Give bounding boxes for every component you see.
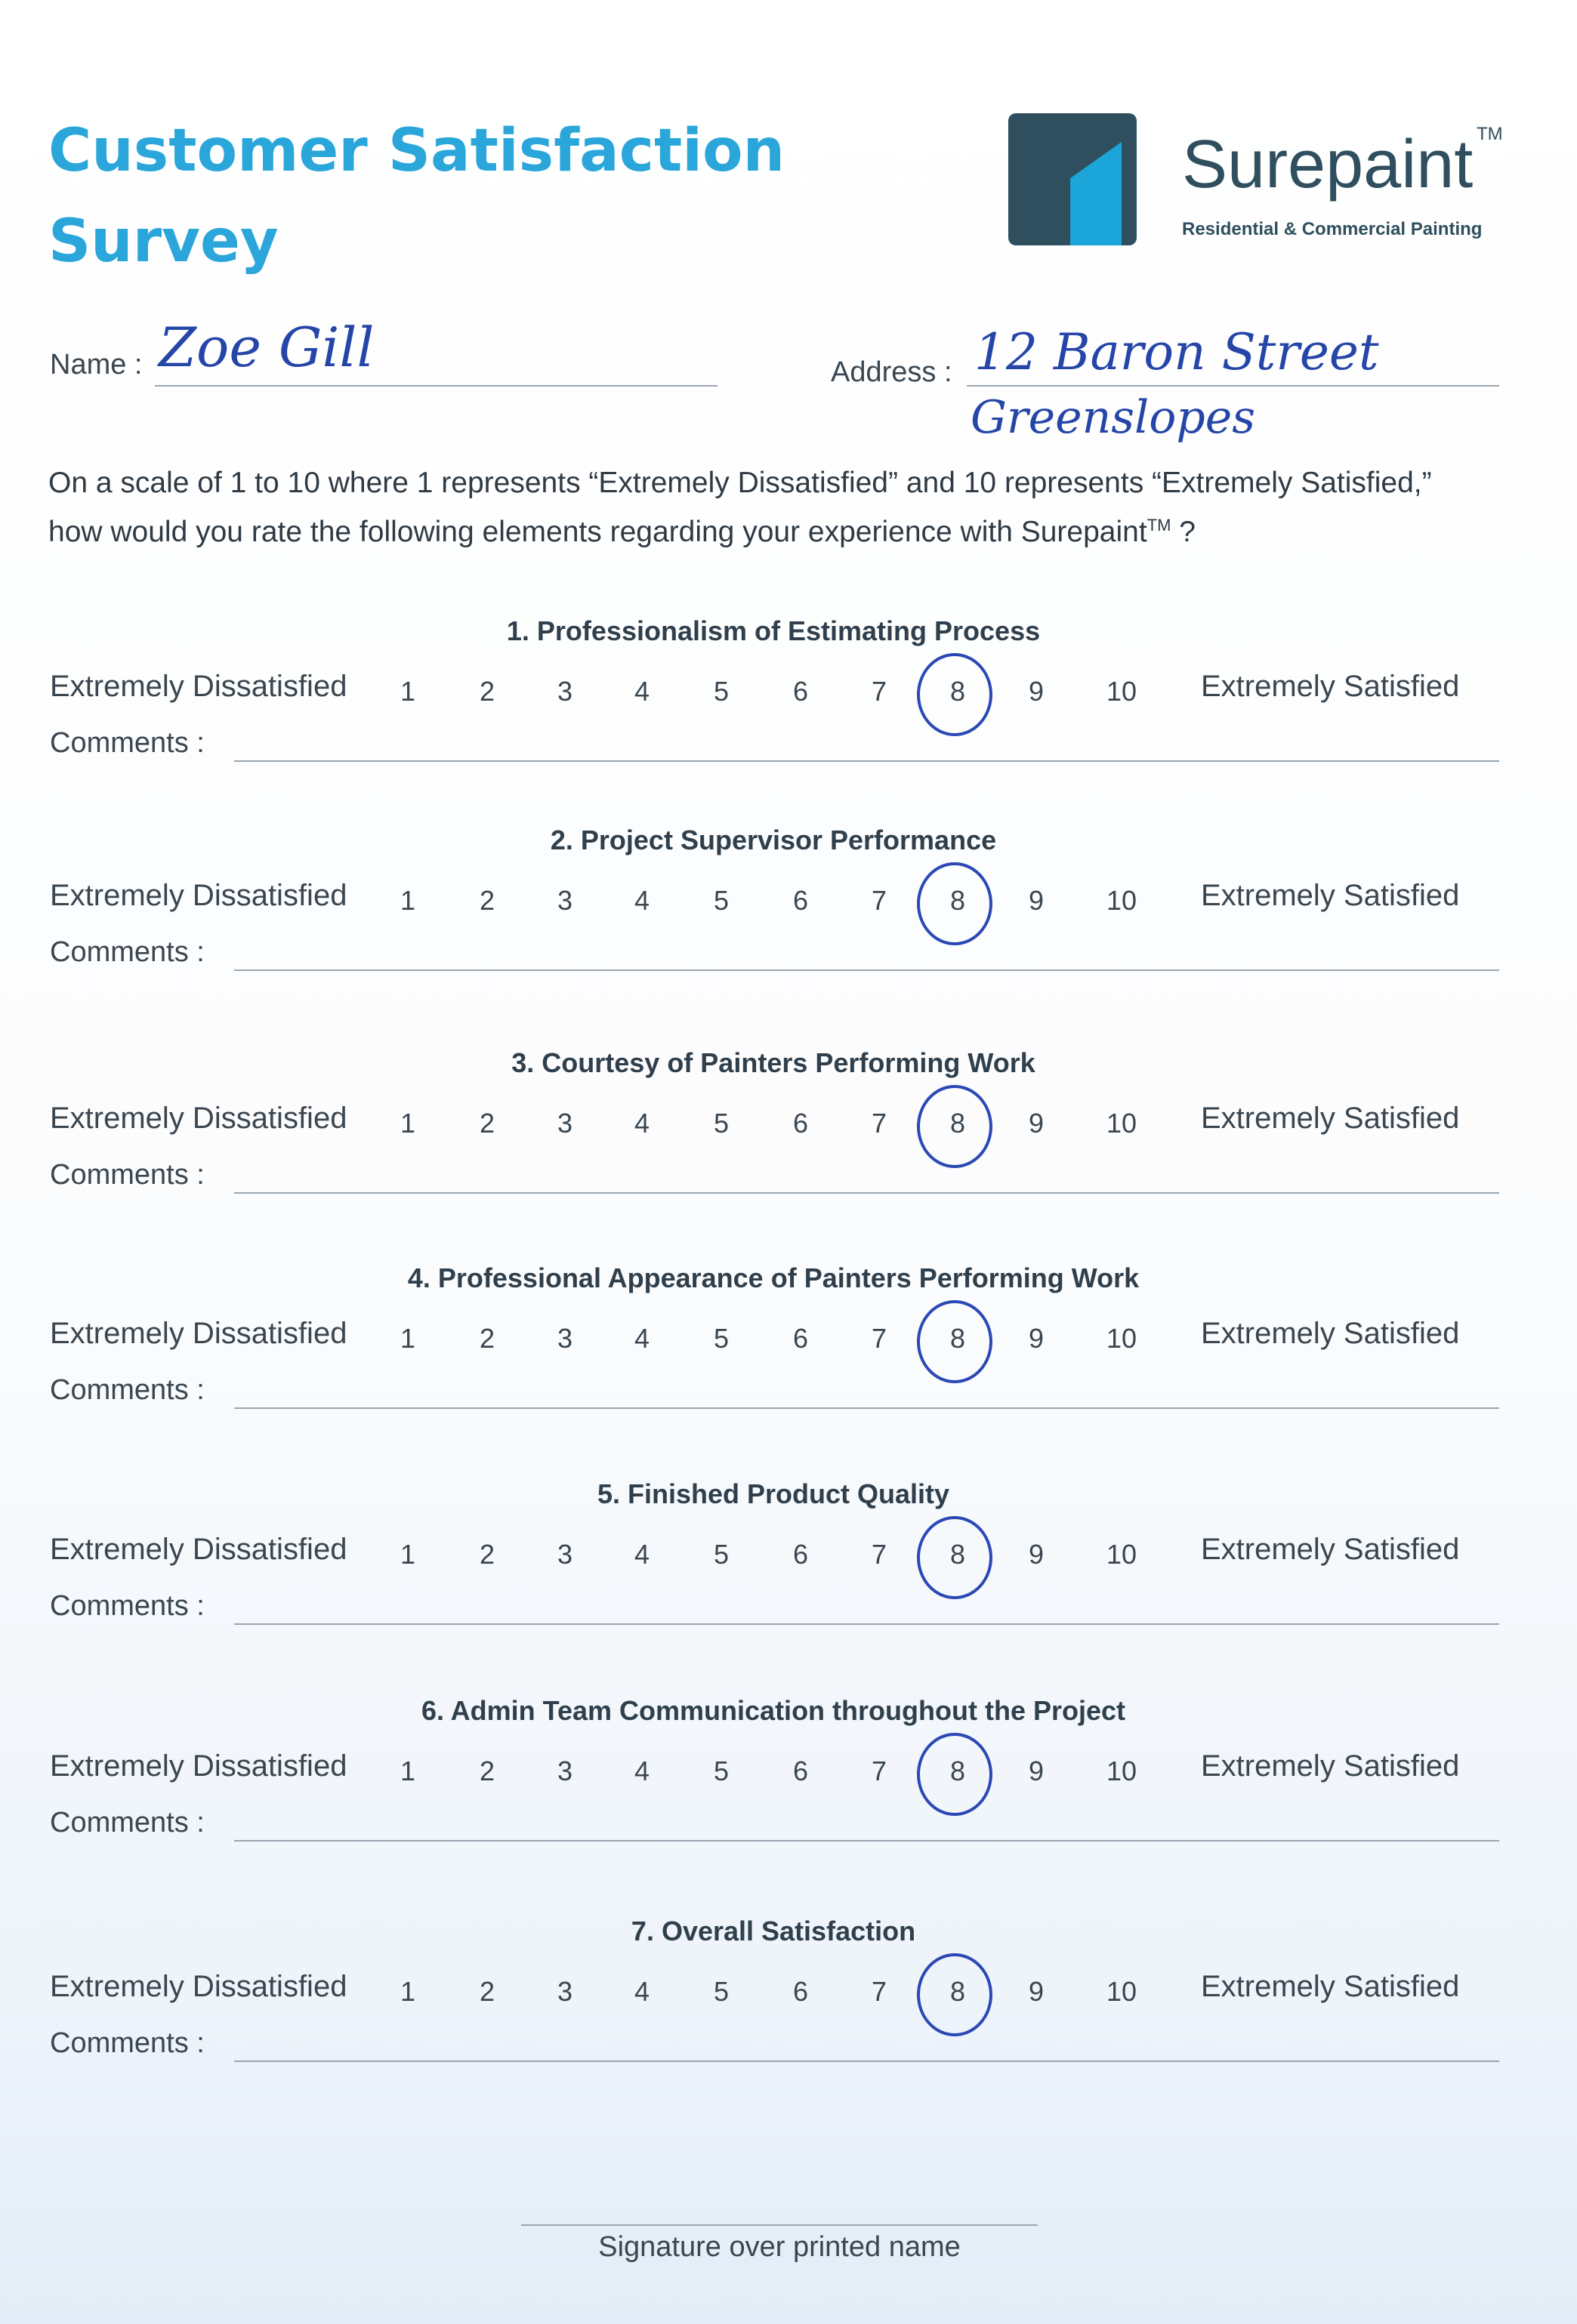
question-1 xyxy=(0,615,1577,797)
question-5 xyxy=(0,1478,1577,1660)
scale-low-label: Extremely Dissatisfied xyxy=(50,1317,347,1350)
rating-option-8[interactable] xyxy=(935,1976,980,2008)
comments-line[interactable] xyxy=(234,760,1499,762)
selected-circle-mark xyxy=(917,1733,992,1816)
rating-scale xyxy=(0,885,1577,930)
rating-option-5[interactable]: 5 xyxy=(713,1976,730,2007)
rating-option-9[interactable]: 9 xyxy=(1028,1755,1045,1786)
question-2 xyxy=(0,824,1577,1006)
comments-label: Comments : xyxy=(50,936,205,968)
comments-line[interactable] xyxy=(234,2060,1499,2062)
selected-circle-mark xyxy=(917,1085,992,1168)
title-line-2: Survey xyxy=(48,208,279,276)
rating-option-8[interactable] xyxy=(935,1539,980,1570)
scale-low-label: Extremely Dissatisfied xyxy=(50,879,347,912)
selected-circle-mark xyxy=(917,1953,992,2036)
rating-number: 8 xyxy=(949,1108,966,1139)
scale-high-label: Extremely Satisfied xyxy=(1201,1970,1460,2003)
rating-option-8[interactable] xyxy=(935,1108,980,1139)
rating-option-3[interactable]: 3 xyxy=(557,1108,573,1139)
scale-high-label: Extremely Satisfied xyxy=(1201,1317,1460,1350)
scale-high-label: Extremely Satisfied xyxy=(1201,879,1460,912)
rating-option-4[interactable]: 4 xyxy=(634,1108,650,1139)
instructions xyxy=(48,462,1521,553)
rating-option-6[interactable]: 6 xyxy=(792,1323,809,1354)
rating-scale xyxy=(0,1323,1577,1368)
question-title: 1. Professionalism of Estimating Process xyxy=(506,615,1041,646)
rating-option-8[interactable] xyxy=(935,1323,980,1355)
comments-label: Comments : xyxy=(50,1807,205,1839)
rating-option-10[interactable]: 10 xyxy=(1106,1976,1137,2007)
rating-option-10[interactable]: 10 xyxy=(1106,1755,1137,1786)
rating-option-6[interactable]: 6 xyxy=(792,885,809,916)
question-6 xyxy=(0,1695,1577,1876)
rating-option-1[interactable]: 1 xyxy=(400,1539,416,1570)
rating-option-2[interactable]: 2 xyxy=(479,1539,495,1570)
rating-option-2[interactable]: 2 xyxy=(479,1108,495,1139)
rating-option-9[interactable]: 9 xyxy=(1028,676,1045,707)
comments-line[interactable] xyxy=(234,969,1499,971)
title-line-1: Customer Satisfaction xyxy=(48,117,785,185)
rating-option-3[interactable]: 3 xyxy=(557,1755,573,1786)
rating-option-6[interactable]: 6 xyxy=(792,1755,809,1786)
rating-scale xyxy=(0,1976,1577,2021)
question-7 xyxy=(0,1916,1577,2097)
rating-option-4[interactable]: 4 xyxy=(634,1539,650,1570)
rating-option-5[interactable]: 5 xyxy=(713,1755,730,1786)
rating-number: 8 xyxy=(949,1976,966,2007)
address-underline xyxy=(967,385,1499,387)
rating-option-1[interactable]: 1 xyxy=(400,1108,416,1139)
rating-option-3[interactable]: 3 xyxy=(557,1539,573,1570)
rating-scale xyxy=(0,1755,1577,1801)
question-title: 6. Admin Team Communication throughout the Project xyxy=(421,1695,1126,1726)
rating-option-2[interactable]: 2 xyxy=(479,1323,495,1354)
scale-high-label: Extremely Satisfied xyxy=(1201,1749,1460,1783)
rating-option-5[interactable]: 5 xyxy=(713,1539,730,1570)
scale-high-label: Extremely Satisfied xyxy=(1201,1533,1460,1566)
rating-option-10[interactable]: 10 xyxy=(1106,1108,1137,1139)
rating-option-1[interactable]: 1 xyxy=(400,1323,416,1354)
rating-option-4[interactable]: 4 xyxy=(634,676,650,707)
rating-option-8[interactable] xyxy=(935,676,980,707)
rating-option-1[interactable]: 1 xyxy=(400,885,416,916)
comments-line[interactable] xyxy=(234,1623,1499,1625)
rating-option-4[interactable]: 4 xyxy=(634,885,650,916)
scale-low-label: Extremely Dissatisfied xyxy=(50,1102,347,1135)
rating-option-2[interactable]: 2 xyxy=(479,1755,495,1786)
rating-option-3[interactable]: 3 xyxy=(557,1976,573,2007)
question-title: 5. Finished Product Quality xyxy=(597,1478,950,1509)
rating-option-9[interactable]: 9 xyxy=(1028,1108,1045,1139)
rating-option-9[interactable]: 9 xyxy=(1028,1323,1045,1354)
rating-option-10[interactable]: 10 xyxy=(1106,676,1137,707)
scale-high-label: Extremely Satisfied xyxy=(1201,1102,1460,1135)
rating-option-3[interactable]: 3 xyxy=(557,1323,573,1354)
selected-circle-mark xyxy=(917,653,992,736)
selected-circle-mark xyxy=(917,1516,992,1599)
surepaint-logo-icon xyxy=(1008,113,1137,245)
address-line-2[interactable]: Greenslopes xyxy=(971,391,1256,444)
rating-option-7[interactable]: 7 xyxy=(871,1539,887,1570)
comments-label: Comments : xyxy=(50,1590,205,1622)
rating-option-4[interactable]: 4 xyxy=(634,1755,650,1786)
rating-option-6[interactable]: 6 xyxy=(792,1108,809,1139)
instructions-end: ? xyxy=(1171,516,1196,548)
comments-label: Comments : xyxy=(50,2027,205,2059)
rating-option-9[interactable]: 9 xyxy=(1028,885,1045,916)
rating-option-1[interactable]: 1 xyxy=(400,676,416,707)
rating-option-5[interactable]: 5 xyxy=(713,676,730,707)
rating-option-7[interactable]: 7 xyxy=(871,1323,887,1354)
signature-label: Signature over printed name xyxy=(598,2231,961,2263)
question-title: 2. Project Supervisor Performance xyxy=(550,824,997,855)
rating-number: 8 xyxy=(949,676,966,707)
rating-number: 8 xyxy=(949,885,966,916)
comments-line[interactable] xyxy=(234,1192,1499,1194)
rating-option-5[interactable]: 5 xyxy=(713,1323,730,1354)
rating-scale xyxy=(0,1539,1577,1584)
rating-option-7[interactable]: 7 xyxy=(871,1755,887,1786)
rating-scale xyxy=(0,1108,1577,1153)
rating-option-1[interactable]: 1 xyxy=(400,1755,416,1786)
comments-label: Comments : xyxy=(50,1374,205,1406)
question-title: 7. Overall Satisfaction xyxy=(631,1916,916,1946)
address-label: Address : xyxy=(831,356,952,388)
comments-label: Comments : xyxy=(50,1159,205,1191)
question-title: 4. Professional Appearance of Painters Performing Work xyxy=(407,1262,1140,1293)
scale-low-label: Extremely Dissatisfied xyxy=(50,1970,347,2003)
rating-option-2[interactable]: 2 xyxy=(479,676,495,707)
rating-option-3[interactable]: 3 xyxy=(557,676,573,707)
rating-number: 8 xyxy=(949,1755,966,1786)
rating-option-10[interactable]: 10 xyxy=(1106,1323,1137,1354)
instructions-line-1: On a scale of 1 to 10 where 1 represents “Extremely Dissatisfied” and 10 represents “Extremely Satisfied,” xyxy=(48,467,1432,499)
instructions-tm: TM xyxy=(1146,516,1171,535)
rating-option-4[interactable]: 4 xyxy=(634,1323,650,1354)
rating-option-9[interactable]: 9 xyxy=(1028,1539,1045,1570)
rating-option-8[interactable] xyxy=(935,885,980,917)
rating-option-5[interactable]: 5 xyxy=(713,1108,730,1139)
rating-number: 8 xyxy=(949,1539,966,1570)
name-label: Name : xyxy=(50,349,143,381)
rating-option-7[interactable]: 7 xyxy=(871,1976,887,2007)
selected-circle-mark xyxy=(917,1300,992,1383)
rating-option-7[interactable]: 7 xyxy=(871,1108,887,1139)
rating-option-6[interactable]: 6 xyxy=(792,1539,809,1570)
rating-number: 8 xyxy=(949,1323,966,1354)
rating-option-2[interactable]: 2 xyxy=(479,1976,495,2007)
address-line-1[interactable]: 12 Baron Street xyxy=(974,323,1379,381)
rating-option-3[interactable]: 3 xyxy=(557,885,573,916)
rating-option-8[interactable] xyxy=(935,1755,980,1787)
brand-tagline: Residential & Commercial Painting xyxy=(1182,219,1483,239)
surepaint-logo xyxy=(1008,113,1522,253)
rating-option-7[interactable]: 7 xyxy=(871,676,887,707)
name-underline xyxy=(155,385,718,387)
question-3 xyxy=(0,1047,1577,1228)
scale-low-label: Extremely Dissatisfied xyxy=(50,670,347,703)
scale-low-label: Extremely Dissatisfied xyxy=(50,1533,347,1566)
comments-label: Comments : xyxy=(50,727,205,759)
brand-trademark: TM xyxy=(1477,124,1503,144)
scale-low-label: Extremely Dissatisfied xyxy=(50,1749,347,1783)
rating-scale xyxy=(0,676,1577,721)
name-value[interactable]: Zoe Gill xyxy=(159,316,375,379)
rating-option-1[interactable]: 1 xyxy=(400,1976,416,2007)
rating-option-4[interactable]: 4 xyxy=(634,1976,650,2007)
question-4 xyxy=(0,1262,1577,1444)
rating-option-10[interactable]: 10 xyxy=(1106,885,1137,916)
rating-option-9[interactable]: 9 xyxy=(1028,1976,1045,2007)
scale-high-label: Extremely Satisfied xyxy=(1201,670,1460,703)
brand-name: Surepaint xyxy=(1182,127,1474,202)
rating-option-2[interactable]: 2 xyxy=(479,885,495,916)
rating-option-7[interactable]: 7 xyxy=(871,885,887,916)
rating-option-6[interactable]: 6 xyxy=(792,1976,809,2007)
rating-option-6[interactable]: 6 xyxy=(792,676,809,707)
comments-line[interactable] xyxy=(234,1407,1499,1409)
rating-option-10[interactable]: 10 xyxy=(1106,1539,1137,1570)
comments-line[interactable] xyxy=(234,1840,1499,1842)
instructions-line-2: how would you rate the following elements regarding your experience with Surepaint xyxy=(48,516,1147,548)
signature-line xyxy=(521,2224,1038,2226)
survey-title xyxy=(48,106,804,287)
rating-option-5[interactable]: 5 xyxy=(713,885,730,916)
question-title: 3. Courtesy of Painters Performing Work xyxy=(511,1047,1035,1078)
selected-circle-mark xyxy=(917,862,992,945)
